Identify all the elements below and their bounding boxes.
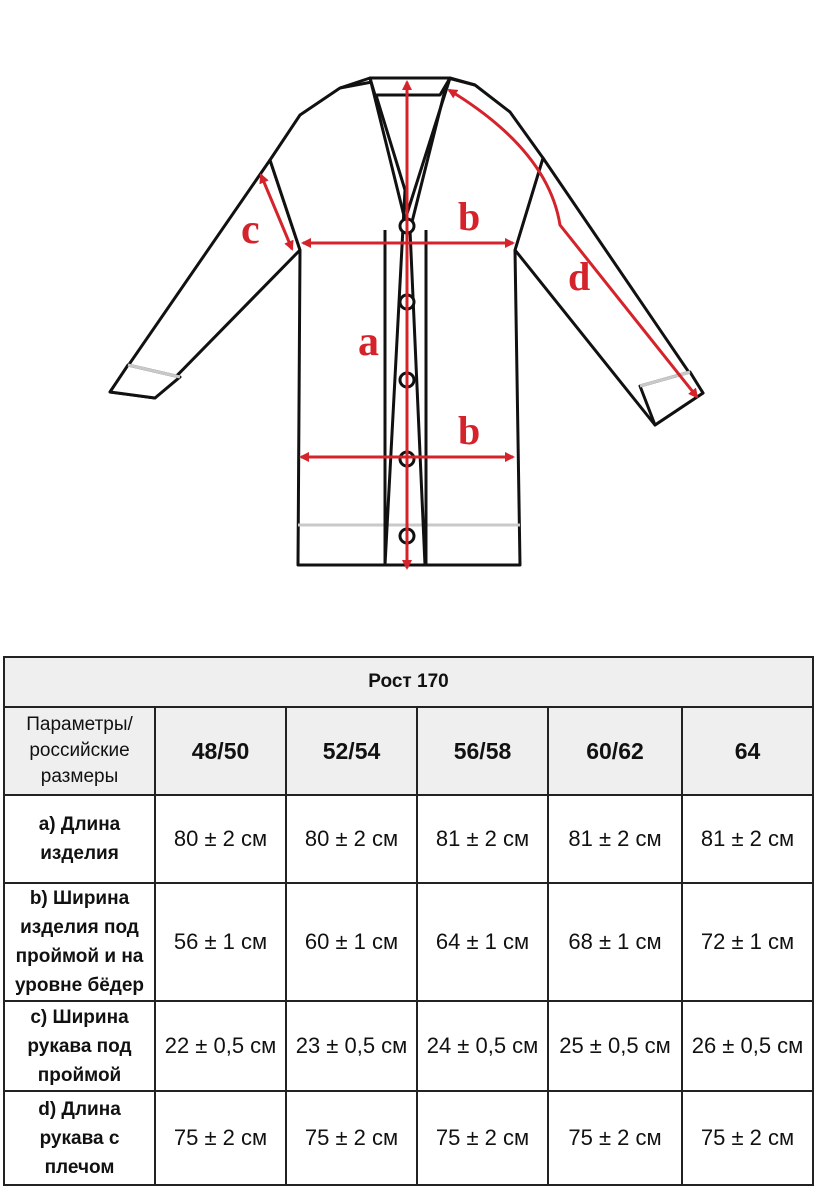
row-label-line: проймой и на	[15, 946, 144, 967]
param-header-line: российские	[29, 740, 130, 761]
table-cell: 72 ± 1 см	[682, 883, 813, 1001]
row-label-line: рукава под	[27, 1035, 132, 1057]
param-header-line: размеры	[40, 766, 119, 787]
table-cell: 26 ± 0,5 см	[682, 1001, 813, 1091]
param-header-line: Параметры/	[26, 714, 133, 735]
table-cell: 81 ± 2 см	[682, 795, 813, 883]
table-cell: 22 ± 0,5 см	[155, 1001, 286, 1091]
label-a: a	[358, 319, 379, 365]
table-cell: 80 ± 2 см	[286, 795, 417, 883]
table-cell: 75 ± 2 см	[417, 1091, 548, 1185]
row-label-line: c) Ширина	[30, 1006, 129, 1028]
table-row	[4, 795, 813, 883]
size-header: 56/58	[417, 707, 548, 795]
table-cell: 23 ± 0,5 см	[286, 1001, 417, 1091]
row-label-line: плечом	[44, 1156, 115, 1178]
table-cell: 81 ± 2 см	[548, 795, 682, 883]
table-cell: 56 ± 1 см	[155, 883, 286, 1001]
row-label-line: изделия	[40, 843, 119, 864]
table-cell: 64 ± 1 см	[417, 883, 548, 1001]
table-cell: 75 ± 2 см	[286, 1091, 417, 1185]
row-label-line: рукава с	[39, 1127, 120, 1149]
table-row	[4, 883, 813, 1001]
size-header: 60/62	[548, 707, 682, 795]
row-label	[4, 883, 155, 1001]
table-cell: 68 ± 1 см	[548, 883, 682, 1001]
table-cell: 75 ± 2 см	[155, 1091, 286, 1185]
size-chart-table	[3, 656, 814, 1186]
size-header: 64	[682, 707, 813, 795]
left-sleeve	[110, 160, 300, 398]
table-row	[4, 1091, 813, 1185]
size-header: 48/50	[155, 707, 286, 795]
row-label-line: изделия под	[20, 917, 139, 938]
row-label-line: b) Ширина	[29, 888, 130, 909]
label-d: d	[568, 254, 591, 299]
label-b-bottom: b	[458, 408, 481, 453]
row-label-line: d) Длина	[38, 1098, 121, 1120]
label-b-top: b	[458, 194, 481, 239]
row-label-line: проймой	[37, 1064, 122, 1086]
label-c: c	[241, 207, 260, 253]
table-row	[4, 1001, 813, 1091]
table-cell: 24 ± 0,5 см	[417, 1001, 548, 1091]
neck-inner	[370, 78, 450, 95]
row-label-line: a) Длина	[38, 814, 121, 835]
table-cell: 81 ± 2 см	[417, 795, 548, 883]
param-header	[4, 707, 155, 795]
table-cell: 80 ± 2 см	[155, 795, 286, 883]
row-label	[4, 795, 155, 883]
row-label	[4, 1001, 155, 1091]
row-label	[4, 1091, 155, 1185]
table-cell: 25 ± 0,5 см	[548, 1001, 682, 1091]
table-title: Рост 170	[4, 657, 813, 707]
table-cell: 75 ± 2 см	[548, 1091, 682, 1185]
table-cell: 60 ± 1 см	[286, 883, 417, 1001]
size-header: 52/54	[286, 707, 417, 795]
table-cell: 75 ± 2 см	[682, 1091, 813, 1185]
row-label-line: уровне бёдер	[14, 975, 145, 996]
